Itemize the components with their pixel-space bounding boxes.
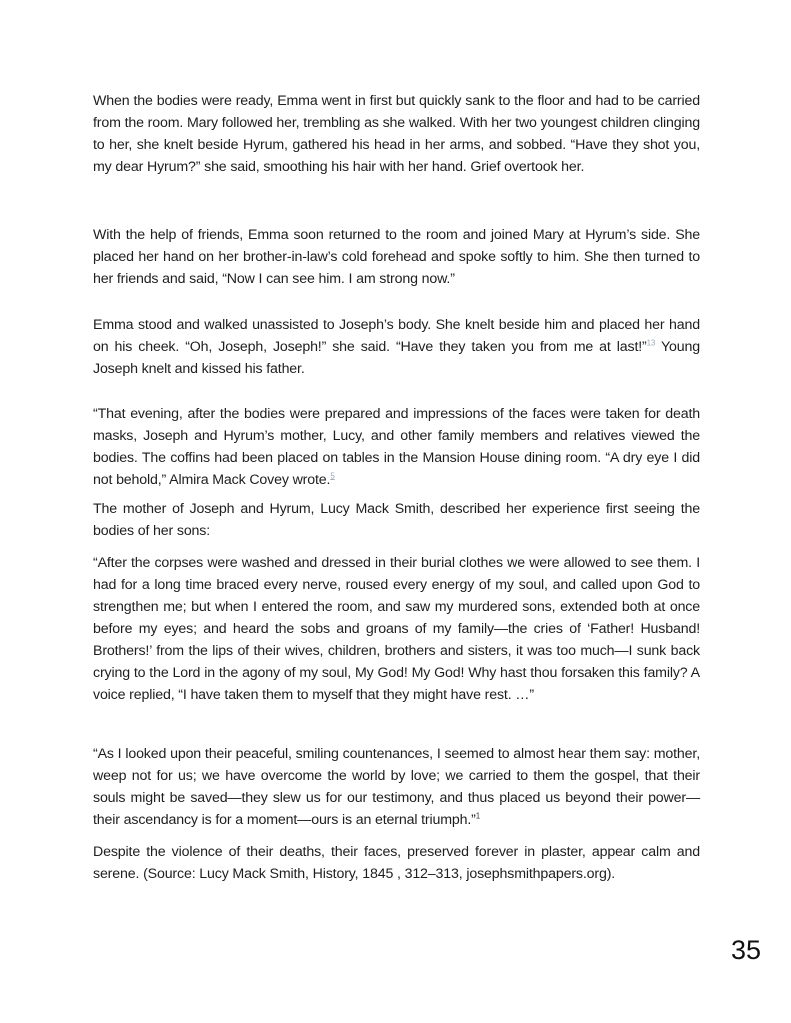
page-number: 35 [730,935,761,965]
paragraph-source [93,841,700,885]
footnote-reference-1[interactable]: 1 [475,811,481,821]
paragraph-text: The mother of Joseph and Hyrum, Lucy Mack Smith, described her experience first seeing the bodies of her sons: [93,501,700,539]
footnote-reference-5[interactable]: 5 [330,471,335,481]
paragraph-lucy-intro [93,498,700,542]
footnote-reference-13[interactable]: 13 [646,338,656,348]
paragraph-lucy-quote-2 [93,743,700,831]
paragraph-text: Emma stood and walked unassisted to Joseph’s body. She knelt beside him and placed her hand on his cheek. “Oh, Joseph, Joseph!” she said. “Have they taken you from me at last!” [93,317,700,355]
paragraph-text: With the help of friends, Emma soon returned to the room and joined Mary at Hyrum’s side. She placed her hand on her brother-in-law’s cold forehead and spoke softly to him. She then turned to her friends and said, “Now I can see him. I am strong now.” [93,227,700,287]
paragraph-text: Despite the violence of their deaths, their faces, preserved forever in plaster, appear calm and serene. (Source: Lucy Mack Smith, History, 1845 , 312–313, josephsmithpapers.org). [93,844,700,882]
paragraph-text: When the bodies were ready, Emma went in first but quickly sank to the floor and had to be carried from the room. Mary followed her, trembling as she walked. With her two youngest children clinging to her, she knelt beside Hyrum, gathered his head in her arms, and sobbed. “Have they shot you, my dear Hyrum?” she said, smoothing his hair with her hand. Grief overtook her. [93,93,700,175]
paragraph-emma-joseph [93,314,700,380]
paragraph-emma-returned [93,224,700,290]
paragraph-text: “As I looked upon their peaceful, smiling countenances, I seemed to almost hear them say: mother, weep not for us; we have overcome the world by love; we carried to them the gospel, that their souls might be saved—they slew us for our testimony, and thus placed us beyond their power—their ascendancy is for a moment—ours is an eternal triumph.” [93,746,700,828]
paragraph-that-evening [93,403,700,491]
paragraph-lucy-quote-1 [93,552,700,706]
paragraph-text: “That evening, after the bodies were prepared and impressions of the faces were taken for death masks, Joseph and Hyrum’s mother, Lucy, and other family members and relatives viewed the bodies. The coffins had been placed on tables in the Mansion House dining room. “A dry eye I did not behold,” Almira Mack Covey wrote. [93,406,700,488]
paragraph-text: “After the corpses were washed and dressed in their burial clothes we were allowed to see them. I had for a long time braced every nerve, roused every energy of my soul, and called upon God to strengthen me; but when I entered the room, and saw my murdered sons, extended both at once before my eyes; and heard the sobs and groans of my family—the cries of ‘Father! Husband! Brothers!’ from the lips of their wives, children, brothers and sisters, it was too much—I sunk back crying to the Lord in the agony of my soul, My God! My God! Why hast thou forsaken this family? A voice replied, “I have taken them to myself that they might have rest. …” [93,555,700,703]
paragraph-bodies-ready [93,90,700,178]
paragraph-text-continued: Young Joseph knelt and kissed his father. [93,339,700,377]
